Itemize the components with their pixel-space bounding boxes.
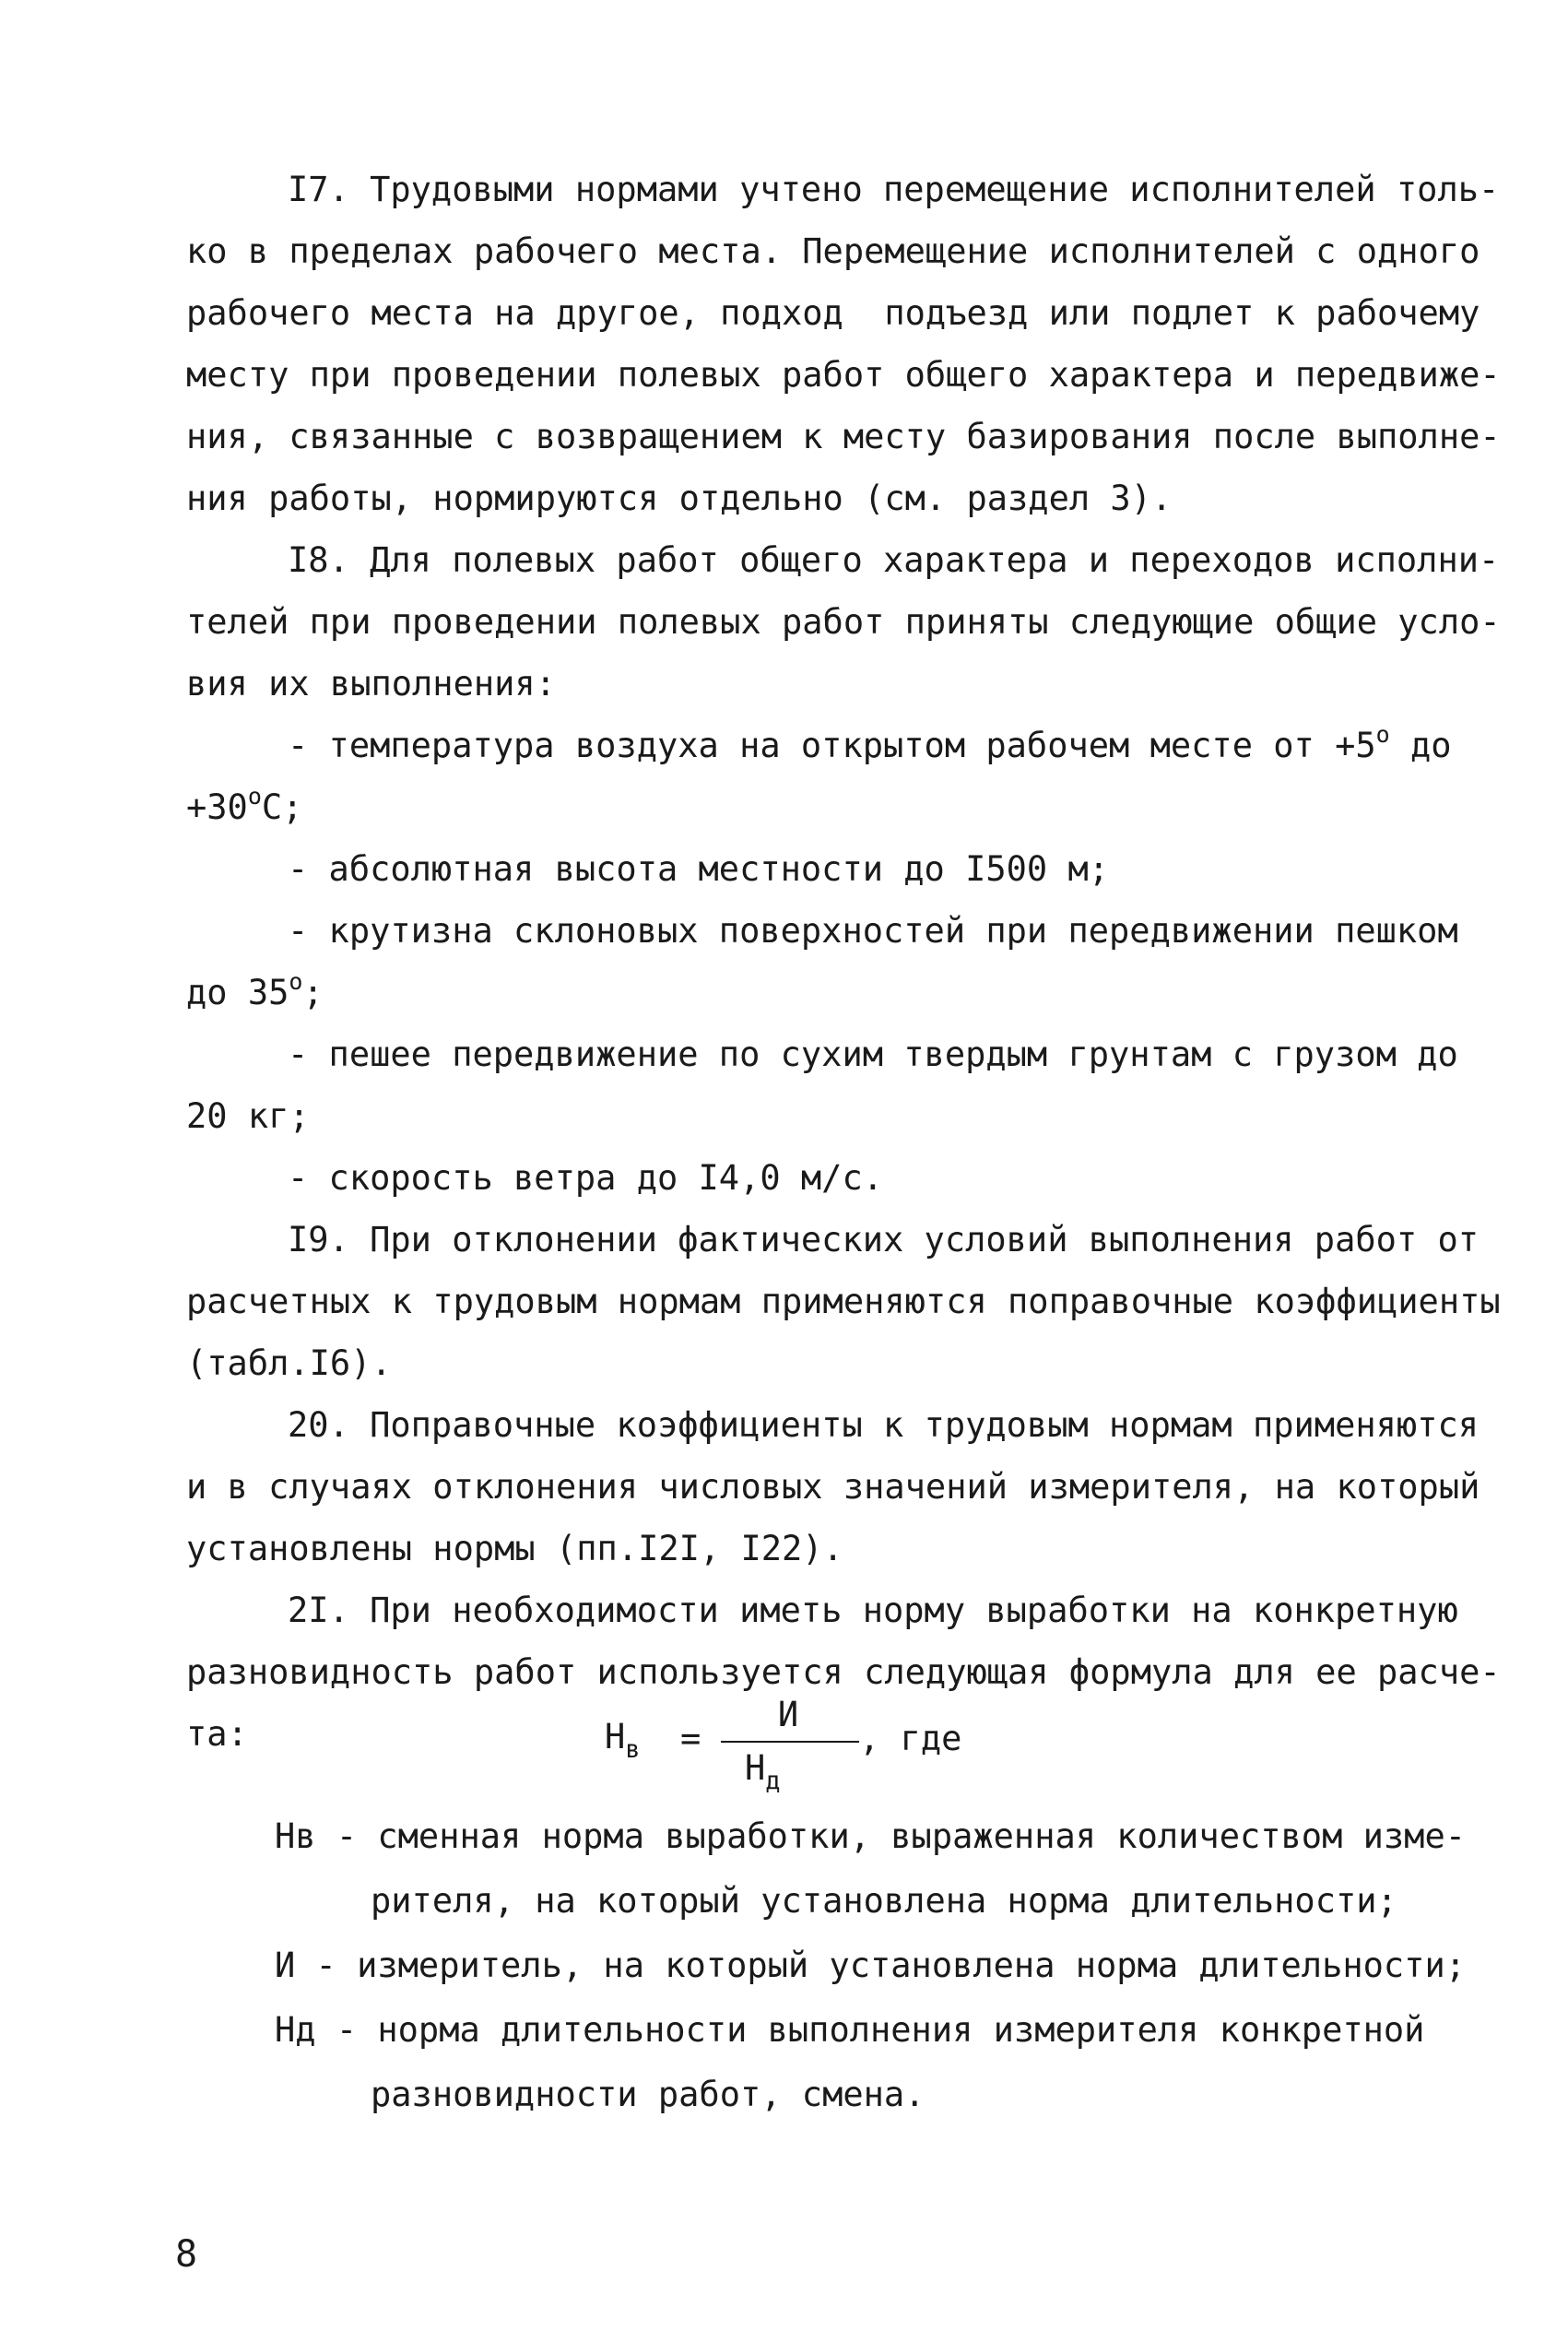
p17-line-3: рабочего места на другое, подход подъезд или подлет к рабочему — [186, 293, 1480, 333]
p17-line-2: ко в пределах рабочего места. Перемещение исполнителей с одного — [186, 231, 1480, 271]
p17-line-6: ния работы, нормируются отдельно (см. раздел 3). — [186, 479, 1173, 518]
p17-line-5: ния, связанные с возвращением к месту базирования после выполне- — [186, 417, 1501, 456]
p19-line-3: (табл.I6). — [186, 1343, 392, 1383]
p20-line-1: 20. Поправочные коэффициенты к трудовым нормам применяются — [288, 1405, 1480, 1445]
condition-wind: - скорость ветра до I4,0 м/с. — [288, 1158, 884, 1198]
p20-line-3: установлены нормы (пп.I2I, I22). — [186, 1529, 843, 1568]
p21-line-1: 2I. При необходимости иметь норму выработки на конкретную — [288, 1591, 1458, 1630]
p18-line-3: вия их выполнения: — [186, 664, 556, 704]
formula-fraction-bar — [721, 1741, 859, 1743]
definition-nd-line-1: Нд - норма длительности выполнения измерителя конкретной — [275, 2010, 1425, 2050]
formula-lhs: $Н_в$ — [605, 1717, 641, 1764]
p18-line-2: телей при проведении полевых работ приняты следующие общие усло- — [186, 602, 1501, 642]
definition-nv-line-2: рителя, на который установлена норма длительности; — [371, 1881, 1397, 1921]
formula-where: , где — [859, 1719, 962, 1758]
condition-altitude: - абсолютная высота местности до I500 м; — [288, 849, 1110, 889]
condition-slope-line-2: до $35^о$; — [186, 968, 324, 1012]
formula-denominator: $Н_д$ — [745, 1748, 781, 1795]
formula-numerator: И — [777, 1695, 799, 1734]
condition-walking-line-2: 20 кг; — [186, 1096, 310, 1136]
p19-line-2: расчетных к трудовым нормам применяются поправочные коэффициенты — [186, 1282, 1501, 1321]
p21-line-3: та: — [186, 1714, 248, 1754]
p20-line-2: и в случаях отклонения числовых значений измерителя, на который — [186, 1467, 1480, 1507]
p21-line-2: разновидность работ используется следующая формула для ее расче- — [186, 1652, 1501, 1692]
condition-walking-line-1: - пешее передвижение по сухим твердым грунтам с грузом до — [288, 1035, 1458, 1074]
definition-nd-line-2: разновидности работ, смена. — [371, 2075, 925, 2114]
page-number: 8 — [175, 2233, 198, 2276]
p17-line-1: I7. Трудовыми нормами учтено перемещение исполнителей толь- — [288, 170, 1500, 209]
condition-slope-line-1: - крутизна склоновых поверхностей при передвижении пешком — [288, 911, 1458, 951]
p18-line-1: I8. Для полевых работ общего характера и переходов исполни- — [288, 540, 1500, 580]
condition-temperature-line-2: $+30^оС$; — [186, 783, 303, 827]
p17-line-4: месту при проведении полевых работ общего характера и передвиже- — [186, 355, 1501, 395]
norm-formula — [599, 1695, 986, 1805]
condition-temperature-line-1: - температура воздуха на открытом рабочем месте от $+5^о$ до — [288, 721, 1452, 765]
p19-line-1: I9. При отклонении фактических условий выполнения работ от — [288, 1220, 1480, 1260]
definition-nv-line-1: Нв - сменная норма выработки, выраженная количеством изме- — [275, 1816, 1467, 1856]
formula-equals: = — [680, 1719, 701, 1758]
definition-i: И - измеритель, на который установлена норма длительности; — [275, 1946, 1467, 1985]
